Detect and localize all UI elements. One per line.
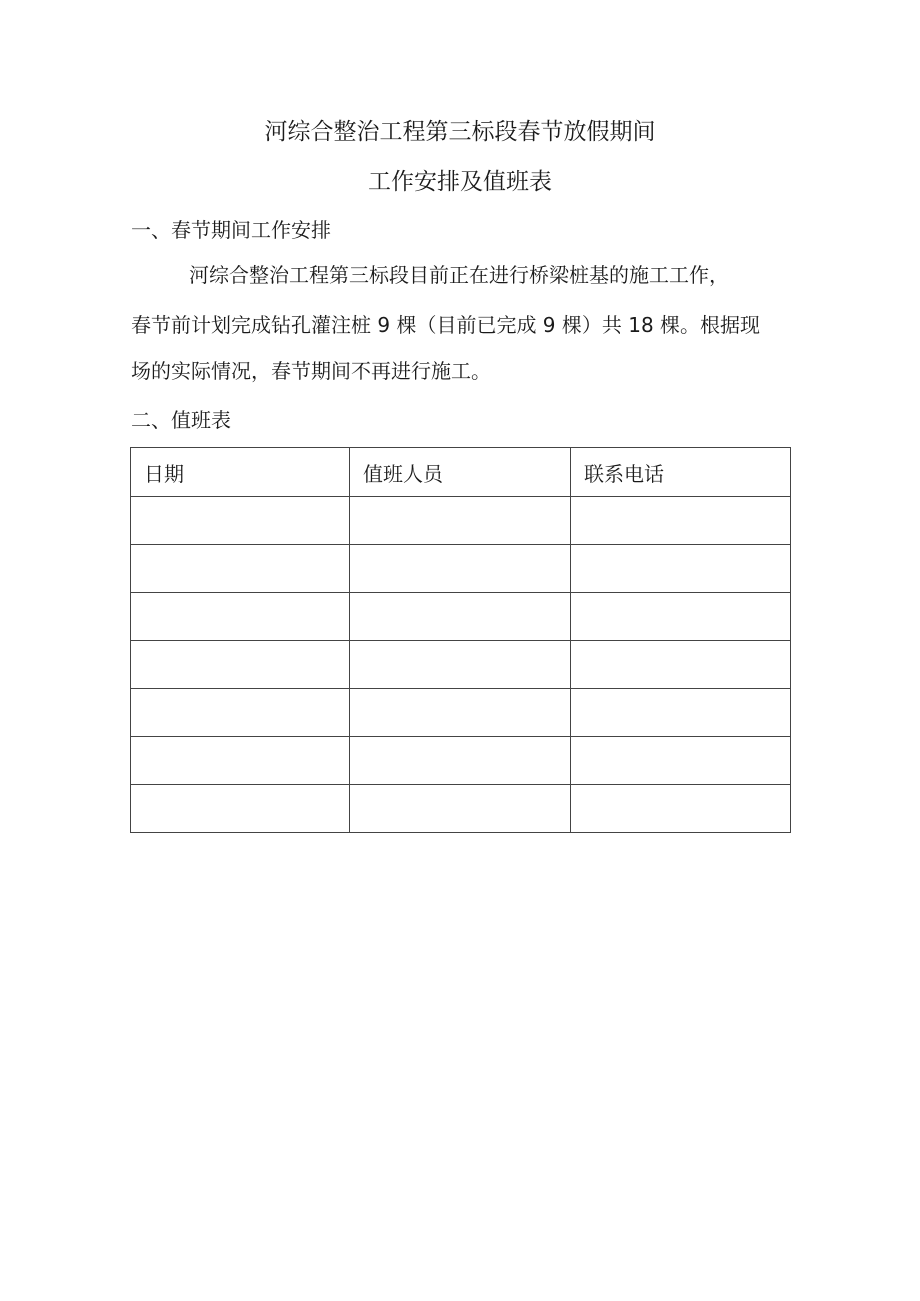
column-header-contact-phone: 联系电话	[571, 448, 791, 497]
duty-roster-table	[130, 447, 791, 833]
cell-date	[131, 593, 350, 641]
section-heading-work-arrangement: 一、春节期间工作安排	[131, 218, 331, 242]
cell-contact-phone	[571, 593, 791, 641]
cell-date	[131, 737, 350, 785]
cell-duty-staff	[350, 545, 571, 593]
cell-contact-phone	[571, 737, 791, 785]
table-row	[131, 545, 791, 593]
table-row	[131, 497, 791, 545]
cell-contact-phone	[571, 641, 791, 689]
table-row	[131, 689, 791, 737]
cell-duty-staff	[350, 593, 571, 641]
cell-date	[131, 545, 350, 593]
column-header-date: 日期	[131, 448, 350, 497]
document-title-line-1: 河综合整治工程第三标段春节放假期间	[264, 119, 656, 145]
cell-duty-staff	[350, 737, 571, 785]
table-header-row	[131, 448, 791, 497]
cell-date	[131, 689, 350, 737]
cell-date	[131, 641, 350, 689]
document-title-line-2: 工作安排及值班表	[368, 169, 552, 195]
paragraph-line: 场的实际情况，春节期间不再进行施工。	[131, 359, 491, 383]
cell-duty-staff	[350, 641, 571, 689]
table-row	[131, 737, 791, 785]
cell-contact-phone	[571, 785, 791, 833]
section-heading-duty-table: 二、值班表	[131, 408, 231, 432]
cell-contact-phone	[571, 497, 791, 545]
table-row	[131, 593, 791, 641]
cell-date	[131, 497, 350, 545]
cell-duty-staff	[350, 785, 571, 833]
column-header-duty-staff: 值班人员	[350, 448, 571, 497]
table-row	[131, 785, 791, 833]
cell-date	[131, 785, 350, 833]
cell-contact-phone	[571, 689, 791, 737]
paragraph-line: 河综合整治工程第三标段目前正在进行桥梁桩基的施工工作，	[189, 263, 729, 287]
cell-duty-staff	[350, 689, 571, 737]
cell-contact-phone	[571, 545, 791, 593]
cell-duty-staff	[350, 497, 571, 545]
table-row	[131, 641, 791, 689]
paragraph-line: 春节前计划完成钻孔灌注桩 9 棵（目前已完成 9 棵）共 18 棵。根据现	[131, 313, 761, 337]
